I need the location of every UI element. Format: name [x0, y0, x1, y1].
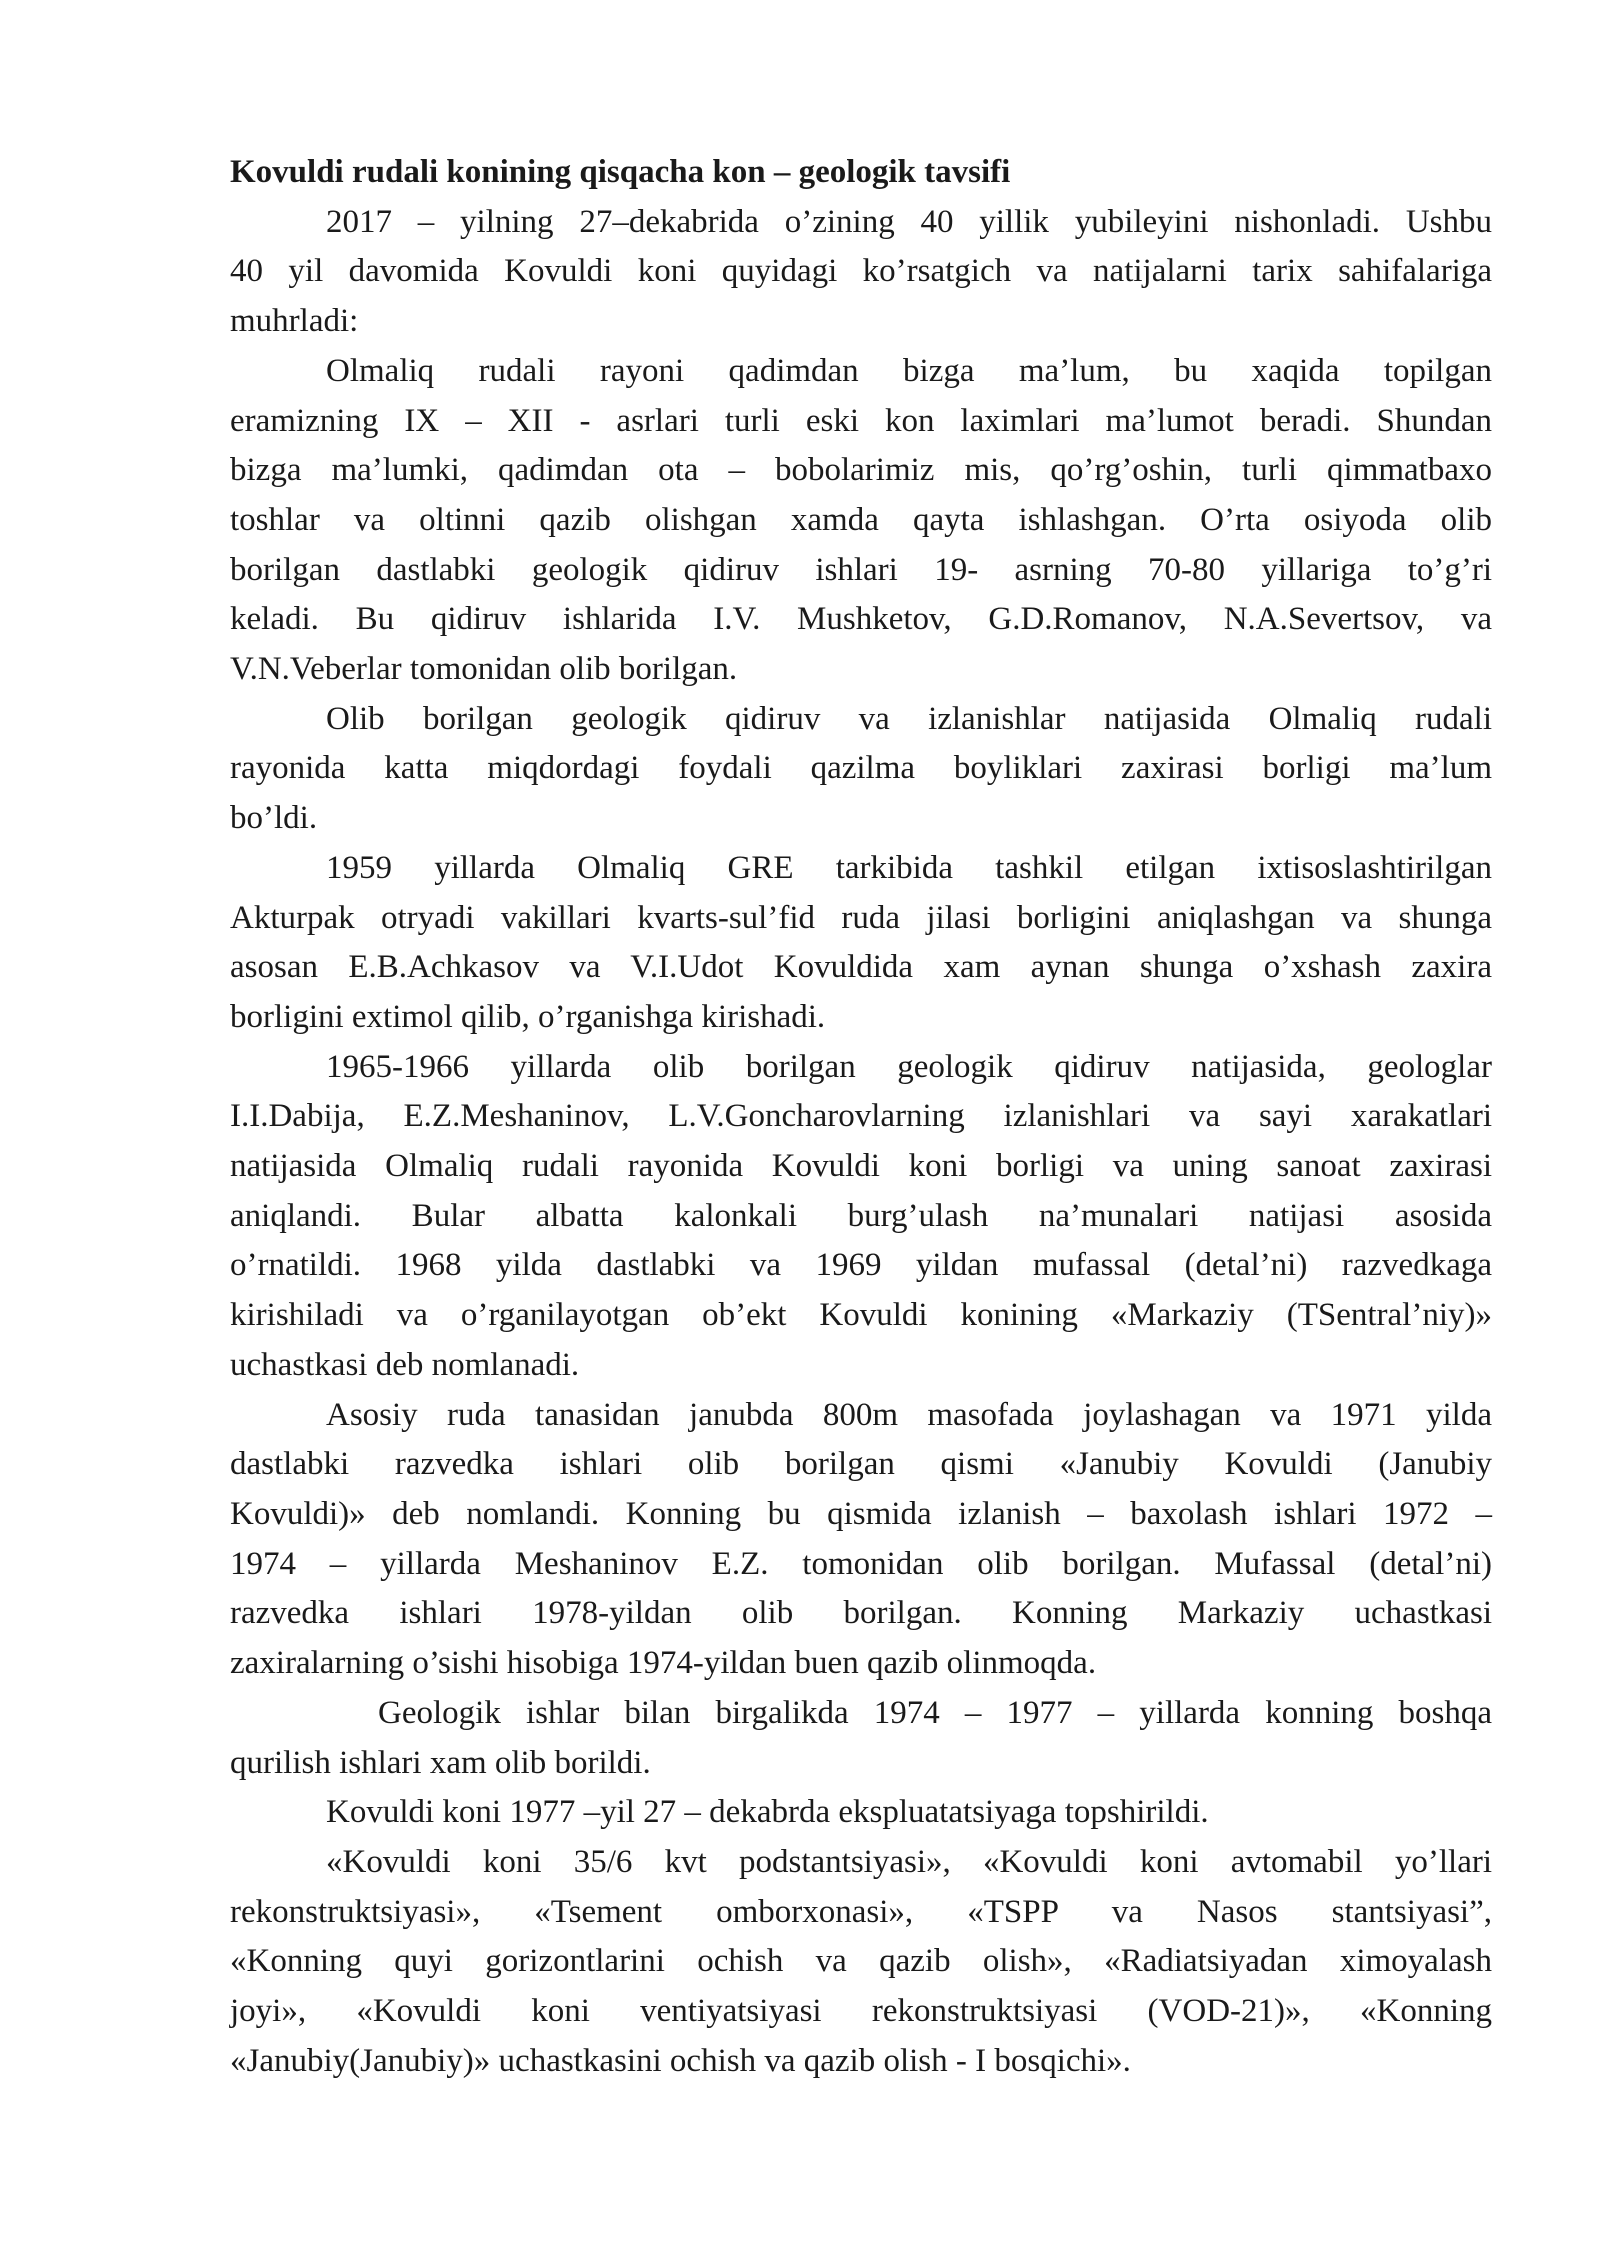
paragraph-line: muhrladi: — [230, 303, 359, 340]
paragraph-line: Geologik ishlar bilan birgalikda 1974 – 1977 – yillarda konning boshqa — [378, 1694, 1492, 1731]
paragraph-line: qurilish ishlari xam olib borildi. — [230, 1744, 651, 1781]
paragraph-line: 2017 – yilning 27–dekabrida o’zining 40 yillik yubileyini nishonladi. Ushbu — [326, 203, 1492, 240]
paragraph-line: V.N.Veberlar tomonidan olib borilgan. — [230, 651, 738, 688]
paragraph — [230, 1788, 1492, 1838]
paragraph-line: aniqlandi. Bular albatta kalonkali burg’ulash na’munalari natijasi asosida — [230, 1197, 1492, 1234]
paragraph-line: 1959 yillarda Olmaliq GRE tarkibida tashkil etilgan ixtisoslashtirilgan — [326, 849, 1492, 886]
paragraph-line: razvedka ishlari 1978-yildan olib borilgan. Konning Markaziy uchastkasi — [230, 1595, 1492, 1632]
paragraph-line: kirishiladi va o’rganilayotgan ob’ekt Kovuldi konining «Markaziy (TSentral’niy)» — [230, 1297, 1492, 1334]
paragraph — [230, 695, 1492, 844]
paragraph — [230, 844, 1492, 1043]
paragraph-line: Kovuldi koni 1977 –yil 27 – dekabrda ekspluatatsiyaga topshirildi. — [326, 1794, 1209, 1831]
paragraph-line: 1974 – yillarda Meshaninov E.Z. tomonidan olib borilgan. Mufassal (detal’ni) — [230, 1545, 1492, 1582]
paragraph-line: Kovuldi)» deb nomlandi. Konning bu qismida izlanish – baxolash ishlari 1972 – — [230, 1495, 1492, 1532]
paragraph-line: «Konning quyi gorizontlarini ochish va qazib olish», «Radiatsiyadan ximoyalash — [230, 1943, 1492, 1980]
paragraph — [230, 347, 1492, 695]
paragraph-line: o’rnatildi. 1968 yilda dastlabki va 1969 yildan mufassal (detal’ni) razvedkaga — [230, 1247, 1492, 1284]
document-page — [230, 148, 1492, 2086]
paragraph — [230, 1838, 1492, 2087]
paragraph-line: «Janubiy(Janubiy)» uchastkasini ochish va qazib olish - I bosqichi». — [230, 2042, 1131, 2079]
paragraph-line: keladi. Bu qidiruv ishlarida I.V. Mushketov, G.D.Romanov, N.A.Severtsov, va — [230, 601, 1492, 638]
paragraph — [230, 1043, 1492, 1391]
paragraph-line: asosan E.B.Achkasov va V.I.Udot Kovuldida xam aynan shunga o’xshash zaxira — [230, 949, 1492, 986]
paragraph-line: bo’ldi. — [230, 800, 318, 837]
paragraph-line: Olmaliq rudali rayoni qadimdan bizga ma’lum, bu xaqida topilgan — [326, 352, 1492, 389]
paragraph — [230, 1391, 1492, 1689]
paragraph-line: «Kovuldi koni 35/6 kvt podstantsiyasi», «Kovuldi koni avtomabil yo’llari — [326, 1843, 1492, 1880]
paragraph-line: rekonstruktsiyasi», «Tsement omborxonasi», «TSPP va Nasos stantsiyasi”, — [230, 1893, 1492, 1930]
paragraph-line: I.I.Dabija, E.Z.Meshaninov, L.V.Goncharovlarning izlanishlari va sayi xarakatlari — [230, 1098, 1492, 1135]
paragraph-line: 40 yil davomida Kovuldi koni quyidagi ko’rsatgich va natijalarni tarix sahifalariga — [230, 253, 1492, 290]
paragraph-line: rayonida katta miqdordagi foydali qazilma boyliklari zaxirasi borligi ma’lum — [230, 750, 1492, 787]
paragraph-line: borilgan dastlabki geologik qidiruv ishlari 19- asrning 70-80 yillariga to’g’ri — [230, 551, 1492, 588]
paragraph-line: Olib borilgan geologik qidiruv va izlanishlar natijasida Olmaliq rudali — [326, 700, 1492, 737]
paragraph-line: natijasida Olmaliq rudali rayonida Kovuldi koni borligi va uning sanoat zaxirasi — [230, 1148, 1492, 1185]
paragraph-line: borligini extimol qilib, o’rganishga kirishadi. — [230, 998, 826, 1035]
paragraph-line: joyi», «Kovuldi koni ventiyatsiyasi rekonstruktsiyasi (VOD-21)», «Konning — [230, 1993, 1492, 2030]
paragraph-line: toshlar va oltinni qazib olishgan xamda qayta ishlashgan. O’rta osiyoda olib — [230, 501, 1492, 538]
paragraph-line: uchastkasi deb nomlanadi. — [230, 1346, 580, 1383]
document-body — [230, 198, 1492, 2087]
paragraph-line: dastlabki razvedka ishlari olib borilgan qismi «Janubiy Kovuldi (Janubiy — [230, 1446, 1492, 1483]
paragraph-line: Akturpak otryadi vakillari kvarts-sul’fid ruda jilasi borligini aniqlashgan va shunga — [230, 899, 1492, 936]
paragraph — [230, 198, 1492, 347]
paragraph-line: 1965-1966 yillarda olib borilgan geologik qidiruv natijasida, geologlar — [326, 1048, 1492, 1085]
document-title: Kovuldi rudali konining qisqacha kon – geologik tavsifi — [230, 154, 1011, 190]
paragraph-line: Asosiy ruda tanasidan janubda 800m masofada joylashagan va 1971 yilda — [326, 1396, 1492, 1433]
paragraph-line: eramizning IX – XII - asrlari turli eski kon laximlari ma’lumot beradi. Shundan — [230, 402, 1492, 439]
paragraph-line: bizga ma’lumki, qadimdan ota – bobolarimiz mis, qo’rg’oshin, turli qimmatbaxo — [230, 452, 1492, 489]
paragraph — [230, 1689, 1492, 1788]
paragraph-line: zaxiralarning o’sishi hisobiga 1974-yildan buen qazib olinmoqda. — [230, 1645, 1097, 1682]
